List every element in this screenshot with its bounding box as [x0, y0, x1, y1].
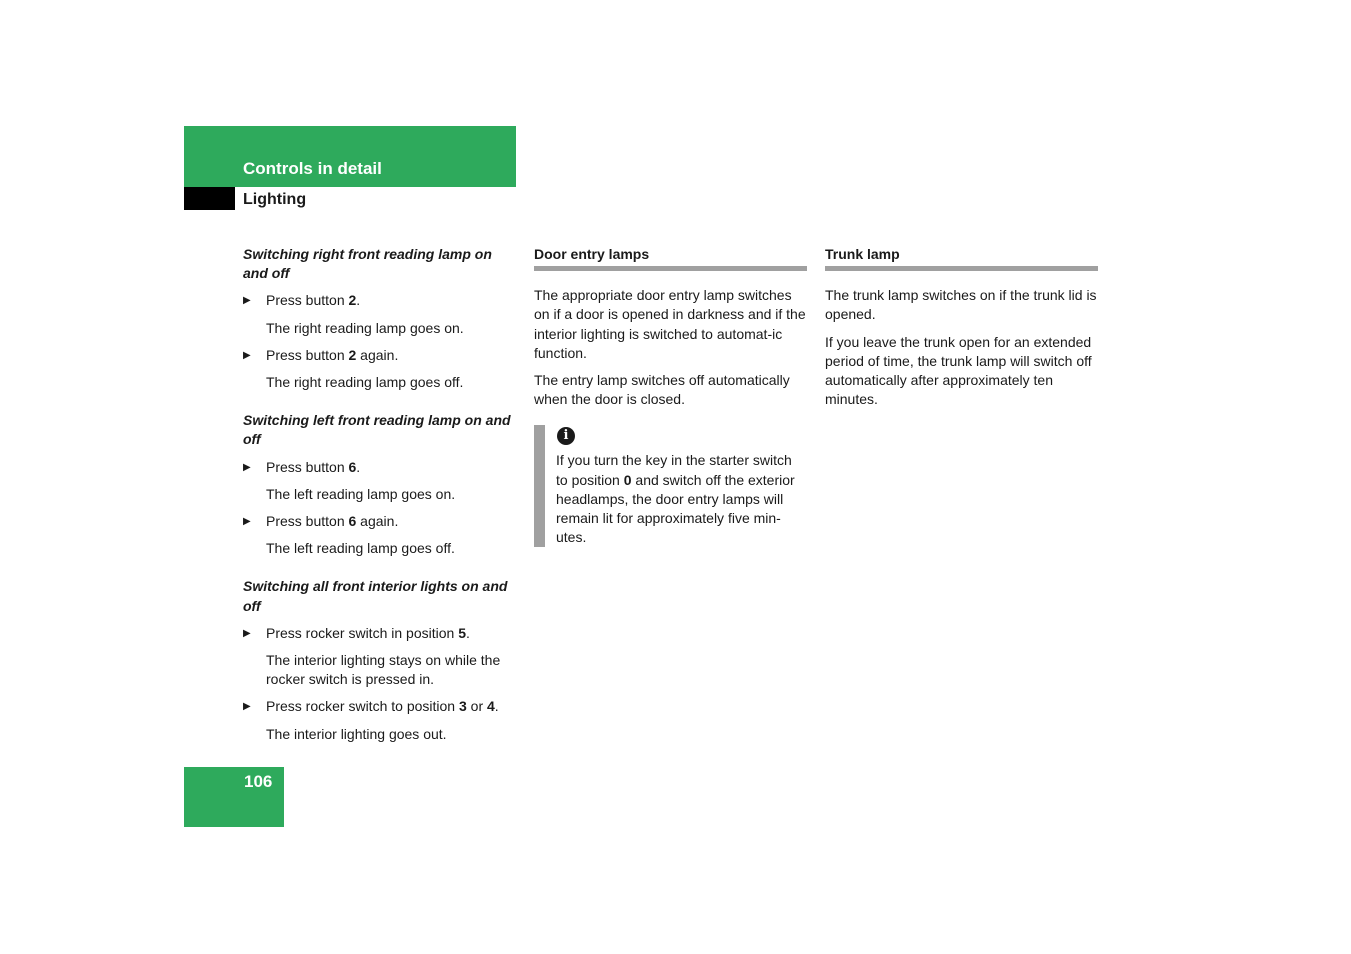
- paragraph: If you leave the trunk open for an extended period of time, the trunk lamp will switch off automatically after approximately ten minutes.: [825, 333, 1092, 408]
- section-tab-marker: [184, 187, 235, 210]
- note-bar: [534, 425, 545, 547]
- step-item: ▶ Press rocker switch to position 3 or 4.: [243, 697, 518, 716]
- info-note: [534, 425, 807, 547]
- step-item: ▶ Press button 2.: [243, 291, 518, 310]
- paragraph: The appropriate door entry lamp switches on if a door is opened in darkness and if the interior lighting is switched to automat-ic function.: [534, 287, 806, 361]
- left-lamp-heading: Switching left front reading lamp on and off: [243, 412, 511, 448]
- info-icon: i: [557, 427, 575, 445]
- bullet-arrow-icon: ▶: [243, 295, 251, 307]
- page-number: 106: [244, 772, 273, 791]
- step-result: The left reading lamp goes off.: [266, 540, 455, 557]
- subsection-title: Lighting: [243, 191, 307, 208]
- bullet-arrow-icon: ▶: [243, 349, 251, 361]
- step-item: ▶ Press button 2 again.: [243, 346, 518, 365]
- step-result: The interior lighting stays on while the rocker switch is pressed in.: [266, 652, 501, 688]
- bullet-arrow-icon: ▶: [243, 461, 251, 473]
- step-result: The interior lighting goes out.: [266, 725, 447, 742]
- right-column: [825, 245, 1098, 417]
- bullet-arrow-icon: ▶: [243, 516, 251, 528]
- paragraph: The trunk lamp switches on if the trunk lid is opened.: [825, 287, 1097, 323]
- right-lamp-heading: Switching right front reading lamp on and off: [243, 246, 492, 282]
- bullet-arrow-icon: ▶: [243, 627, 251, 639]
- step-result: The left reading lamp goes on.: [266, 485, 456, 502]
- all-lights-heading: Switching all front interior lights on and off: [243, 578, 508, 614]
- step-item: ▶ Press button 6 again.: [243, 512, 518, 531]
- note-text: If you turn the key in the starter switch to position 0 and switch off the exterior headlamps, the door entry lamps will remain lit for approximately five min-utes.: [556, 452, 795, 546]
- step-result: The right reading lamp goes on.: [266, 319, 464, 336]
- trunk-lamp-heading: Trunk lamp: [825, 245, 1098, 271]
- step-item: ▶ Press rocker switch in position 5.: [243, 624, 518, 643]
- middle-column: [534, 245, 807, 547]
- section-title: Controls in detail: [243, 159, 382, 178]
- left-column: [243, 245, 518, 752]
- bullet-arrow-icon: ▶: [243, 701, 251, 713]
- door-entry-lamps-heading: Door entry lamps: [534, 245, 807, 271]
- paragraph: The entry lamp switches off automatically when the door is closed.: [534, 372, 790, 408]
- step-item: ▶ Press button 6.: [243, 458, 518, 477]
- step-result: The right reading lamp goes off.: [266, 374, 464, 391]
